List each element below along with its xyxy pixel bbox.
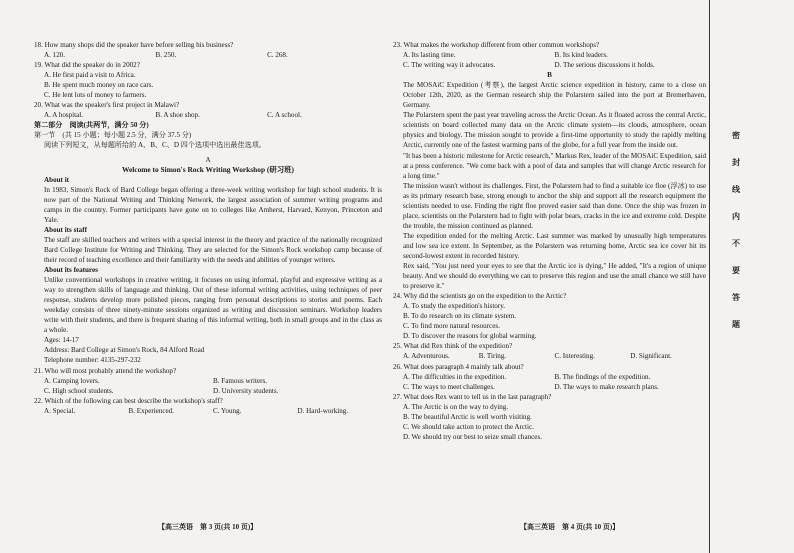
about-staff-heading: About its staff xyxy=(44,225,87,234)
passage-a-title: Welcome to Simon's Rock Writing Workshop (研习班) xyxy=(121,164,295,174)
passage-b-para-3: "It has been a historic milestone for Arctic research," Markus Rex, leader of the MOSAiC Expedition, said at a press conference. "We come back with a pool of data and samples that will change Arctic research for a long time." xyxy=(403,151,706,180)
q24-option-d: D. To discover the reasons for global warming. xyxy=(403,332,537,341)
passage-b-para-5: The expedition ended for the melting Arctic. Last summer was marked by unusually high temperatures and low sea ice extent. In September, as the Polarstern was returning home, Arctic sea ice cover hit its second-lowest extent in recorded history. xyxy=(403,231,706,260)
q26-option-b: B. The findings of the expedition. xyxy=(554,372,651,381)
subsection-heading: 第一节 (共 15 小题；每小题 2.5 分，满分 37.5 分) xyxy=(34,131,192,140)
question-19: 19. What did the speaker do in 2002? xyxy=(34,61,140,70)
seal-char-8: 题 xyxy=(732,320,740,329)
q21-option-b: B. Famous writers. xyxy=(213,376,267,385)
q25-option-d: D. Significant. xyxy=(630,352,672,361)
q21-option-d: D. University students. xyxy=(213,386,279,395)
q23-option-b: B. Its kind leaders. xyxy=(554,51,608,60)
q27-option-b: B. The beautiful Arctic is well worth visiting. xyxy=(403,412,532,421)
seal-char-1: 密 xyxy=(732,131,740,140)
q27-option-a: A. The Arctic is on the way to dying. xyxy=(403,402,509,411)
passage-letter-a: A xyxy=(205,155,211,164)
q22-option-a: A. Special. xyxy=(44,406,76,415)
left-column xyxy=(34,40,382,416)
instructions: 阅读下列短文，从每题所给的 A、B、C、D 四个选项中选出最佳选项。 xyxy=(44,141,266,150)
passage-b-para-2: The Polarstern spent the past year traveling across the Arctic Ocean. As it floated across the central Arctic, scientists on board collected many data on the Arctic climate system—its clouds, atmosphere, ocean physics and biology. The mission sought to provide a first-time opportunity to study the rapidly melting Arctic, currently one of the fastest warming parts of the globe, for a full year from the inside out. xyxy=(403,111,706,150)
question-27: 27. What does Rex want to tell us in the last paragraph? xyxy=(393,392,552,401)
q20-option-a: A. A hospital. xyxy=(44,111,84,120)
q22-option-d: D. Hard-working. xyxy=(297,406,349,415)
question-18: 18. How many shops did the speaker have before selling his business? xyxy=(34,41,234,49)
q26-options-row1 xyxy=(393,372,706,382)
right-column xyxy=(393,40,706,442)
question-23: 23. What makes the workshop different from other common workshops? xyxy=(393,41,600,49)
q19-option-a: A. He first paid a visit to Africa. xyxy=(44,71,136,80)
question-25: 25. What did Rex think of the expedition? xyxy=(393,342,513,351)
seal-char-5: 不 xyxy=(732,239,740,248)
q25-option-b: B. Tiring. xyxy=(478,352,507,361)
q21-option-c: C. High school students. xyxy=(44,386,114,395)
q25-option-a: A. Adventurous. xyxy=(403,352,450,361)
q26-option-d: D. The ways to make research plans. xyxy=(554,382,659,391)
q27-option-d: D. We should try our best to seize small chances. xyxy=(403,432,542,441)
q18-option-b: B. 250. xyxy=(155,51,177,60)
q18-option-a: A. 120. xyxy=(44,51,66,60)
passage-b-para-4: The mission wasn't without its challenges. First, the Polarstern had to find a suitable ice floe (浮冰) to use as its primary research base, strong enough to anchor the ship and support all the research equipment the scientists needed to use. Finding the right floe proved easier said than done. Once the ship was frozen in place, scientists on the Polarstern had to fight with polar bears, cracks in the ice and extreme cold. Despite the trouble, the mission continued as planned. xyxy=(403,181,706,230)
q24-option-b: B. To do research on its climate system. xyxy=(403,312,517,321)
q19-option-c: C. He lent lots of money to farmers. xyxy=(44,91,147,100)
question-20: 20. What was the speaker's first project in Malawi? xyxy=(34,101,180,110)
q23-option-c: C. The writing way it advocates. xyxy=(403,61,496,70)
q19-option-b: B. He spent much money on race cars. xyxy=(44,81,154,90)
question-26: 26. What does paragraph 4 mainly talk about? xyxy=(393,362,524,371)
passage-letter-b: B xyxy=(547,71,552,80)
seal-line-notice xyxy=(716,130,756,346)
question-21: 21. Who will most probably attend the workshop? xyxy=(34,366,177,375)
about-features-heading: About its features xyxy=(44,266,98,275)
about-staff-text: The staff are skilled teachers and writers with a special interest in the theory and practice of the nationally recognized Bard College Institute for Writing and Thinking. They are selected for the Simon's Rock workshop camp because of their record of teaching excellence and their familiarity with the needs and abilities of younger writers. xyxy=(44,235,382,264)
q24-option-a: A. To study the expedition's history. xyxy=(403,302,506,311)
q25-option-c: C. Interesting. xyxy=(554,352,595,361)
q25-options xyxy=(393,351,706,361)
telephone-info: Telephone number: 4135-297-232 xyxy=(44,356,141,365)
q18-option-c: C. 268. xyxy=(267,51,288,60)
question-22: 22. Which of the following can best describe the workshop's staff? xyxy=(34,396,223,405)
q22-option-c: C. Young. xyxy=(213,406,242,415)
q24-option-c: C. To find more natural resources. xyxy=(403,322,500,331)
seal-char-6: 要 xyxy=(732,266,740,275)
about-features-text: Unlike conventional workshops in creative writing, it focuses on using informal, playful and expressive writing as a way to strengthen skills of language and thinking. Out of these informal writing activities, using techniques of peer response, students develop more polished pieces, ranging from personal descriptions to stories and poems. Each weekday consists of three ninety-minute sessions organized as writing and discussion seminars. Workshop leaders write with their students, and there is frequent sharing of this informal writing, both in small groups and in the class as a whole. xyxy=(44,276,382,335)
passage-b-para-1: The MOSAiC Expedition (考察), the largest Arctic science expedition in history, came to a close on October 12th, 2020, as the German research ship the Polarstern sailed into the port at Bremerhaven, Germany. xyxy=(403,81,706,110)
q26-options-row2 xyxy=(393,382,706,392)
address-info: Address: Bard College at Simon's Rock, 84 Alford Road xyxy=(44,346,205,355)
q20-options xyxy=(34,110,382,120)
binding-line xyxy=(709,0,710,553)
q21-options-row1 xyxy=(34,376,382,386)
section-heading: 第二部分 阅读(共两节，满分 50 分) xyxy=(34,121,149,130)
q21-option-a: A. Camping lovers. xyxy=(44,376,100,385)
q27-option-c: C. We should take action to protect the Arctic. xyxy=(403,422,534,431)
about-it-text: In 1983, Simon's Rock of Bard College began offering a three-week writing workshop for high school students. It is now part of the National Writing and Thinking Network, the largest association of summer writing programs and camps in the country. Former participants have gone on to colleges like Amherst, Harvard, Kenyon, Princeton and Yale. xyxy=(44,185,382,224)
question-24: 24. Why did the scientists go on the expedition to the Arctic? xyxy=(393,292,567,301)
q20-option-c: C. A school. xyxy=(267,111,302,120)
seal-char-2: 封 xyxy=(732,158,740,167)
q26-option-c: C. The ways to meet challenges. xyxy=(403,382,495,391)
q26-option-a: A. The difficulties in the expedition. xyxy=(403,372,507,381)
about-it-heading: About it xyxy=(44,175,70,184)
seal-char-4: 内 xyxy=(732,212,740,221)
seal-char-3: 线 xyxy=(732,185,740,194)
q23-option-a: A. Its lasting time. xyxy=(403,51,456,60)
q23-options-row2 xyxy=(393,60,706,70)
q23-options-row1 xyxy=(393,50,706,60)
footer-page-4: 【高三英语 第 4 页(共 10 页)】 xyxy=(520,523,620,531)
passage-b-para-6: Rex said, "You just need your eyes to see that the Arctic ice is dying," He added, "It's a region of unique beauty. And we should do everything we can to preserve this region and use the small chance we still have to preserve it." xyxy=(403,262,706,291)
q18-options xyxy=(34,50,382,60)
q22-options xyxy=(34,406,382,416)
q21-options-row2 xyxy=(34,386,382,396)
ages-info: Ages: 14-17 xyxy=(44,336,79,345)
q20-option-b: B. A shoe shop. xyxy=(155,111,200,120)
q22-option-b: B. Experienced. xyxy=(128,406,174,415)
footer-page-3: 【高三英语 第 3 页(共 10 页)】 xyxy=(158,523,258,531)
seal-char-7: 答 xyxy=(732,293,740,302)
q23-option-d: D. The serious discussions it holds. xyxy=(554,61,655,70)
